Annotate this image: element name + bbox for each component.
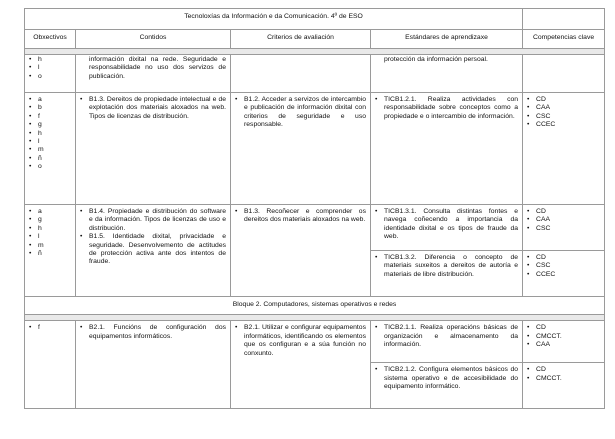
contents-cell [76,205,231,297]
criteria-text: • B1.2. Acceder a servizos de intercambio e publicación de información dixital con criterios de seguridade e uso responsable. [235,96,366,130]
objectives-cell [25,205,76,297]
competence-item: • CCEC [527,271,600,279]
standard-text: • TICB2.1.2. Configura elementos básicos do sistema operativo e de accesibilidade do equipamento informático. [375,366,518,391]
list-item: • h [29,56,71,64]
list-item: • ñ [29,250,71,258]
competence-item: • CAA [527,104,600,112]
block-title: Bloque 2. Computadores, sistemas operativos e redes [25,297,605,315]
criteria-cell [231,205,371,297]
header-objectives: Obxectivos [25,30,76,49]
header-contents: Contidos [76,30,231,49]
table-row [25,55,605,93]
column-header-row [25,30,605,49]
competence-item: • CMCCT. [527,333,600,341]
standards-cell [371,55,523,93]
standard-text: • TICB1.3.2. Diferencia o concepto de materiais suxeitos a dereitos de autoría e materiais de libre distribución. [375,254,518,279]
objectives-cell [25,321,76,409]
competences-list [527,254,600,279]
criteria-cell [231,321,371,409]
list-item: • h [29,130,71,138]
competences-list [527,96,600,130]
competence-item: • CD [527,254,600,262]
contents-cell [76,55,231,93]
criteria-cell [231,55,371,93]
competences-cell [523,363,605,409]
standards-cell [371,251,523,297]
standard-text: • TICB1.3.1. Consulta distintas fontes e navega coñecendo a importancia da identidade dixital e os tipos de fraude da web. [375,208,518,242]
competences-list [527,208,600,233]
competence-item: • CMCCT. [527,375,600,383]
competence-item: • CD [527,208,600,216]
competence-item: • CSC [527,113,600,121]
competences-cell [523,205,605,251]
competence-item: • CSC [527,262,600,270]
competences-cell [523,55,605,93]
table-row [25,321,605,363]
objectives-cell [25,55,76,93]
competences-list [527,366,600,383]
list-item: • m [29,242,71,250]
objectives-list [29,96,71,172]
table-row [25,205,605,251]
list-item: • l [29,233,71,241]
standard-text: • TICB2.1.1. Realiza operacións básicas de organización e almacenamento da información. [375,324,518,349]
standards-cell [371,363,523,409]
competences-cell [523,93,605,205]
list-item: • f [29,113,71,121]
objectives-list [29,324,71,332]
header-standards: Estándares de aprendizaxe [371,30,523,49]
standards-cell [371,93,523,205]
objectives-cell [25,93,76,205]
list-item: • a [29,208,71,216]
standard-text: • TICB1.2.1. Realiza actividades con responsabilidade sobre conceptos como a propiedade e o intercambio de información. [375,96,518,121]
competences-list [527,324,600,349]
table-title: Tecnoloxías da Información e da Comunicación. 4º de ESO [25,9,523,30]
standard-text: protección da información persoal. [384,56,488,63]
list-item: • f [29,324,71,332]
list-item: • l [29,64,71,72]
criteria-text: • B1.3. Recoñecer e comprender os dereitos dos materiais aloxados na web. [235,208,366,225]
header-competences: Competencias clave [523,30,605,49]
list-item: • b [29,104,71,112]
list-item: • g [29,216,71,224]
header-criteria: Criterios de avaliación [231,30,371,49]
content-text: • B1.3. Dereitos de propiedade intelectual e de explotación dos materiais aloxados na web. Tipos de licenzas de distribución. [80,96,226,121]
competence-item: • CAA [527,341,600,349]
list-item: • g [29,121,71,129]
list-item: • a [29,96,71,104]
competence-item: • CCEC [527,121,600,129]
competence-item: • CSC [527,225,600,233]
list-item: • o [29,73,71,81]
competences-cell [523,321,605,363]
content-text: • B2.1. Funcións de configuración dos equipamentos informáticos. [80,324,226,341]
block-title-row [25,297,605,315]
competences-cell [523,251,605,297]
standards-cell [371,205,523,251]
competence-item: • CD [527,324,600,332]
content-text: • B1.5. Identidade dixital, privacidade e seguridade. Desenvolvemento de actitudes de protección activa ante dos intentos de fraude. [80,233,226,267]
contents-cell [76,93,231,205]
table-row [25,93,605,205]
content-text: información dixital na rede. Seguridade e responsabilidade no uso dos servizos de publicación. [89,56,226,80]
content-text: • B1.4. Propiedade e distribución do software e da información. Tipos de licenzas de uso e distribución. [80,208,226,233]
list-item: • ñ [29,155,71,163]
criteria-text: • B2.1. Utilizar e configurar equipamentos informáticos, identificando os elementos que os configuran e a súa función no conxunto. [235,324,366,358]
contents-cell [76,321,231,409]
table-title-row [25,9,605,30]
competence-item: • CAA [527,216,600,224]
criteria-cell [231,93,371,205]
objectives-list [29,208,71,258]
competence-item: • CD [527,96,600,104]
list-item: • h [29,225,71,233]
table-title-spacer [523,9,605,30]
competence-item: • CD [527,366,600,374]
standards-cell [371,321,523,363]
list-item: • o [29,163,71,171]
curriculum-table [24,8,605,409]
list-item: • l [29,138,71,146]
list-item: • m [29,146,71,154]
objectives-list [29,56,71,81]
